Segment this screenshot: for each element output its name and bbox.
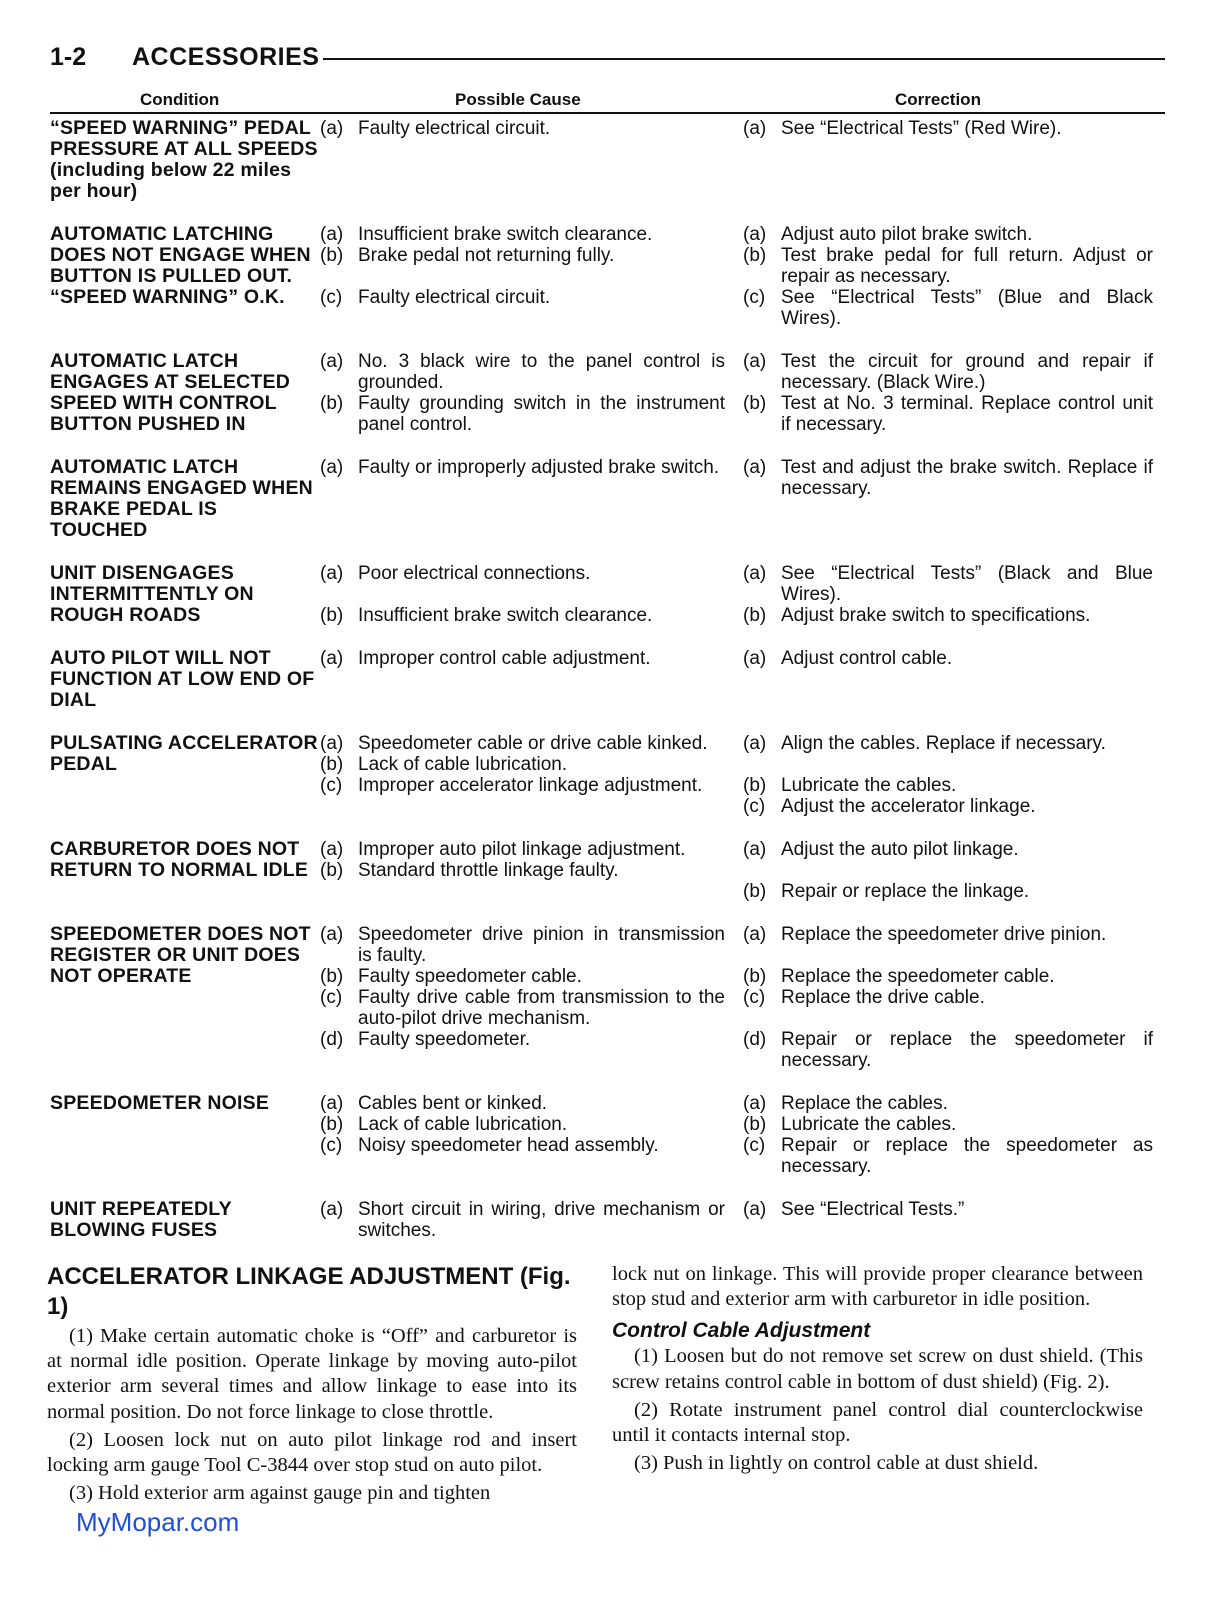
list-item xyxy=(320,733,725,754)
item-text: Speedometer cable or drive cable kinked. xyxy=(358,733,708,754)
list-item xyxy=(743,796,1153,817)
item-text: See “Electrical Tests” (Red Wire). xyxy=(781,118,1062,139)
item-text: Improper auto pilot linkage adjustment. xyxy=(358,839,686,860)
item-label: (a) xyxy=(743,839,767,860)
item-label: (a) xyxy=(743,924,767,945)
item-label: (c) xyxy=(320,775,343,796)
paragraph: (2) Rotate instrument panel control dial counterclockwise until it contacts internal stop. xyxy=(612,1398,1143,1447)
cause-cell xyxy=(320,839,725,902)
list-item xyxy=(320,393,725,435)
list-item xyxy=(320,924,725,966)
item-label: (b) xyxy=(320,393,344,414)
item-label: (a) xyxy=(743,351,767,372)
item-text: Align the cables. Replace if necessary. xyxy=(781,733,1106,754)
item-text: Adjust the accelerator linkage. xyxy=(781,796,1036,817)
list-item xyxy=(320,563,725,584)
item-label: (a) xyxy=(743,733,767,754)
table-row xyxy=(50,351,1165,435)
list-item xyxy=(320,605,725,626)
item-text: Poor electrical connections. xyxy=(358,563,591,584)
list-item xyxy=(743,457,1153,499)
item-text: Replace the drive cable. xyxy=(781,987,985,1008)
cause-cell xyxy=(320,924,725,1071)
item-text: Faulty or improperly adjusted brake switch. xyxy=(358,457,720,478)
list-item xyxy=(320,351,725,393)
item-text: Faulty drive cable from transmission to the auto-pilot drive mechanism. xyxy=(358,987,725,1029)
item-text: Lubricate the cables. xyxy=(781,775,957,796)
list-item xyxy=(743,1093,1153,1114)
correction-cell xyxy=(743,224,1153,329)
correction-cell xyxy=(743,648,1153,711)
item-label: (a) xyxy=(743,1199,767,1220)
correction-cell xyxy=(743,733,1153,817)
item-label: (c) xyxy=(743,1135,766,1156)
list-item xyxy=(743,733,1153,754)
item-label: (c) xyxy=(320,287,343,308)
list-item xyxy=(320,860,725,881)
item-text: Repair or replace the linkage. xyxy=(781,881,1030,902)
item-label: (b) xyxy=(320,754,344,775)
table-row xyxy=(50,1093,1165,1177)
item-label: (d) xyxy=(743,1029,767,1050)
paragraph: (3) Hold exterior arm against gauge pin and tighten xyxy=(69,1482,491,1505)
item-text: Replace the cables. xyxy=(781,1093,948,1114)
table-row xyxy=(50,563,1165,626)
item-text: Adjust brake switch to specifications. xyxy=(781,605,1091,626)
table-row xyxy=(50,118,1165,202)
item-label: (b) xyxy=(320,966,344,987)
list-item xyxy=(320,245,725,266)
item-text: No. 3 black wire to the panel control is grounded. xyxy=(358,351,725,393)
list-item xyxy=(320,754,725,775)
correction-cell xyxy=(743,118,1153,202)
list-item xyxy=(743,1199,1153,1220)
item-text: See “Electrical Tests” (Black and Blue Wires). xyxy=(781,563,1153,605)
item-text: Improper control cable adjustment. xyxy=(358,648,651,669)
item-text: Test and adjust the brake switch. Replace if necessary. xyxy=(781,457,1153,499)
table-row xyxy=(50,457,1165,541)
list-item xyxy=(320,987,725,1029)
paragraph-continuation: lock nut on linkage. This will provide proper clearance between stop stud and exterior arm with carburetor in idle position. xyxy=(612,1263,1143,1311)
correction-cell xyxy=(743,563,1153,626)
item-label: (b) xyxy=(743,245,767,266)
item-label: (b) xyxy=(320,1114,344,1135)
item-label: (a) xyxy=(743,648,767,669)
condition-cell: UNIT REPEATEDLY BLOWING FUSES xyxy=(50,1198,232,1241)
correction-cell xyxy=(743,839,1153,902)
condition-cell: UNIT DISENGAGES INTERMITTENTLY ON ROUGH ROADS xyxy=(50,562,254,626)
list-item xyxy=(743,393,1153,435)
item-text: Faulty electrical circuit. xyxy=(358,287,551,308)
list-item xyxy=(743,245,1153,287)
section-title: ACCESSORIES xyxy=(132,42,320,71)
list-item xyxy=(743,648,1153,669)
item-text: Improper accelerator linkage adjustment. xyxy=(358,775,703,796)
item-text: Brake pedal not returning fully. xyxy=(358,245,615,266)
list-item xyxy=(743,1114,1153,1135)
item-label: (a) xyxy=(743,224,767,245)
item-label: (a) xyxy=(320,733,344,754)
table-row xyxy=(50,224,1165,329)
item-text: Adjust auto pilot brake switch. xyxy=(781,224,1033,245)
spacer xyxy=(743,1008,1153,1029)
list-item xyxy=(743,287,1153,329)
item-text: Standard throttle linkage faulty. xyxy=(358,860,619,881)
condition-cell: SPEEDOMETER DOES NOT REGISTER OR UNIT DOES NOT OPERATE xyxy=(50,923,311,987)
item-text: Speedometer drive pinion in transmission is faulty. xyxy=(358,924,725,966)
page-header xyxy=(50,40,1165,74)
list-item xyxy=(743,224,1153,245)
item-text: Adjust the auto pilot linkage. xyxy=(781,839,1019,860)
item-label: (a) xyxy=(743,1093,767,1114)
list-item xyxy=(743,987,1153,1008)
item-label: (b) xyxy=(320,605,344,626)
item-text: Test at No. 3 terminal. Replace control unit if necessary. xyxy=(781,393,1153,435)
item-label: (a) xyxy=(743,118,767,139)
list-item xyxy=(743,775,1153,796)
item-text: Noisy speedometer head assembly. xyxy=(358,1135,659,1156)
list-item xyxy=(743,966,1153,987)
list-item xyxy=(743,118,1153,139)
spacer xyxy=(743,860,1153,881)
item-text: Repair or replace the speedometer as necessary. xyxy=(781,1135,1153,1177)
item-label: (c) xyxy=(743,796,766,817)
cause-cell xyxy=(320,1093,725,1177)
list-item xyxy=(743,605,1153,626)
list-item xyxy=(320,224,725,245)
subheading: Control Cable Adjustment xyxy=(612,1319,871,1343)
correction-cell xyxy=(743,1199,1153,1241)
condition-cell: PULSATING ACCELERATOR PEDAL xyxy=(50,732,318,775)
condition-cell: AUTO PILOT WILL NOT FUNCTION AT LOW END OF DIAL xyxy=(50,647,315,711)
condition-cell: “SPEED WARNING” PEDAL PRESSURE AT ALL SPEEDS (including below 22 miles per hour) xyxy=(50,117,318,202)
item-label: (a) xyxy=(320,924,344,945)
item-text: Repair or replace the speedometer if necessary. xyxy=(781,1029,1153,1071)
list-item xyxy=(743,839,1153,860)
condition-cell: AUTOMATIC LATCHING DOES NOT ENGAGE WHEN BUTTON IS PULLED OUT. “SPEED WARNING” O.K. xyxy=(50,223,311,308)
item-text: Replace the speedometer drive pinion. xyxy=(781,924,1107,945)
body-left-column xyxy=(47,1262,577,1509)
list-item xyxy=(320,1093,725,1114)
list-item xyxy=(743,1029,1153,1071)
item-text: Replace the speedometer cable. xyxy=(781,966,1055,987)
spacer xyxy=(743,754,1153,775)
item-text: Lack of cable lubrication. xyxy=(358,754,568,775)
item-label: (a) xyxy=(320,1199,344,1220)
condition-cell: AUTOMATIC LATCH REMAINS ENGAGED WHEN BRAKE PEDAL IS TOUCHED xyxy=(50,456,313,541)
table-column-headers xyxy=(50,88,1165,114)
item-text: Faulty grounding switch in the instrument panel control. xyxy=(358,393,725,435)
correction-cell xyxy=(743,351,1153,435)
paragraph: (1) Make certain automatic choke is “Off” and carburetor is at normal idle position. Operate linkage by moving auto-pilot exterior arm several times and allow linkage to ease into its normal position. Do not force linkage to close throttle. xyxy=(47,1325,577,1423)
item-label: (a) xyxy=(320,224,344,245)
table-row xyxy=(50,1199,1165,1241)
item-label: (a) xyxy=(320,118,344,139)
cause-cell xyxy=(320,563,725,626)
cause-cell xyxy=(320,224,725,329)
list-item xyxy=(320,1135,725,1156)
list-item xyxy=(320,457,725,478)
list-item xyxy=(743,351,1153,393)
spacer xyxy=(743,945,1153,966)
item-text: Lack of cable lubrication. xyxy=(358,1114,568,1135)
table-row xyxy=(50,648,1165,711)
item-label: (b) xyxy=(743,605,767,626)
cause-cell xyxy=(320,457,725,541)
section-heading: ACCELERATOR LINKAGE ADJUSTMENT (Fig. 1) xyxy=(47,1263,571,1320)
item-label: (b) xyxy=(743,881,767,902)
item-label: (c) xyxy=(743,987,766,1008)
item-label: (b) xyxy=(320,245,344,266)
list-item xyxy=(743,563,1153,605)
item-label: (b) xyxy=(743,966,767,987)
paragraph: (2) Loosen lock nut on auto pilot linkage rod and insert locking arm gauge Tool C-3844 over stop stud on auto pilot. xyxy=(47,1428,577,1477)
correction-cell xyxy=(743,457,1153,541)
header-rule xyxy=(323,58,1165,60)
condition-cell: SPEEDOMETER NOISE xyxy=(50,1092,270,1114)
item-label: (b) xyxy=(743,393,767,414)
item-label: (b) xyxy=(743,1114,767,1135)
item-text: Short circuit in wiring, drive mechanism or switches. xyxy=(358,1199,725,1241)
list-item xyxy=(743,924,1153,945)
item-label: (a) xyxy=(743,457,767,478)
item-label: (b) xyxy=(320,860,344,881)
condition-cell: CARBURETOR DOES NOT RETURN TO NORMAL IDLE xyxy=(50,838,309,881)
item-text: Insufficient brake switch clearance. xyxy=(358,224,653,245)
cause-cell xyxy=(320,118,725,202)
item-text: See “Electrical Tests.” xyxy=(781,1199,965,1220)
condition-cell: AUTOMATIC LATCH ENGAGES AT SELECTED SPEED WITH CONTROL BUTTON PUSHED IN xyxy=(50,350,290,435)
correction-cell xyxy=(743,1093,1153,1177)
body-right-column xyxy=(612,1262,1143,1479)
list-item xyxy=(320,1114,725,1135)
list-item xyxy=(743,1135,1153,1177)
item-label: (a) xyxy=(320,1093,344,1114)
item-label: (a) xyxy=(320,563,344,584)
spacer xyxy=(320,266,725,287)
column-header-correction: Correction xyxy=(895,90,981,109)
list-item xyxy=(743,881,1153,902)
list-item xyxy=(320,118,725,139)
list-item xyxy=(320,1029,725,1050)
list-item xyxy=(320,839,725,860)
item-label: (a) xyxy=(743,563,767,584)
table-row xyxy=(50,733,1165,817)
correction-cell xyxy=(743,924,1153,1071)
item-label: (c) xyxy=(320,987,343,1008)
item-text: Faulty speedometer. xyxy=(358,1029,531,1050)
item-text: Cables bent or kinked. xyxy=(358,1093,548,1114)
item-label: (c) xyxy=(320,1135,343,1156)
table-row xyxy=(50,924,1165,1071)
item-text: Test brake pedal for full return. Adjust or repair as necessary. xyxy=(781,245,1153,287)
item-text: Test the circuit for ground and repair if necessary. (Black Wire.) xyxy=(781,351,1153,393)
list-item xyxy=(320,648,725,669)
item-label: (d) xyxy=(320,1029,344,1050)
list-item xyxy=(320,287,725,308)
item-text: Faulty speedometer cable. xyxy=(358,966,582,987)
column-header-cause: Possible Cause xyxy=(455,90,581,109)
item-text: Adjust control cable. xyxy=(781,648,953,669)
list-item xyxy=(320,1199,725,1241)
spacer xyxy=(320,584,725,605)
item-label: (a) xyxy=(320,351,344,372)
item-label: (b) xyxy=(743,775,767,796)
diagnosis-table xyxy=(50,118,1165,1263)
list-item xyxy=(320,775,725,796)
cause-cell xyxy=(320,648,725,711)
table-row xyxy=(50,839,1165,902)
item-text: Lubricate the cables. xyxy=(781,1114,957,1135)
cause-cell xyxy=(320,733,725,817)
item-text: Faulty electrical circuit. xyxy=(358,118,551,139)
item-label: (a) xyxy=(320,839,344,860)
item-text: Insufficient brake switch clearance. xyxy=(358,605,653,626)
page-number: 1-2 xyxy=(50,42,87,71)
list-item xyxy=(320,966,725,987)
column-header-condition: Condition xyxy=(140,90,220,109)
cause-cell xyxy=(320,351,725,435)
item-label: (a) xyxy=(320,648,344,669)
item-label: (c) xyxy=(743,287,766,308)
paragraph: (3) Push in lightly on control cable at dust shield. xyxy=(634,1452,1039,1475)
watermark: MyMopar.com xyxy=(76,1507,240,1537)
paragraph: (1) Loosen but do not remove set screw on dust shield. (This screw retains control cable in bottom of dust shield) (Fig. 2). xyxy=(612,1345,1143,1393)
cause-cell xyxy=(320,1199,725,1241)
item-label: (a) xyxy=(320,457,344,478)
item-text: See “Electrical Tests” (Blue and Black Wires). xyxy=(781,287,1153,329)
